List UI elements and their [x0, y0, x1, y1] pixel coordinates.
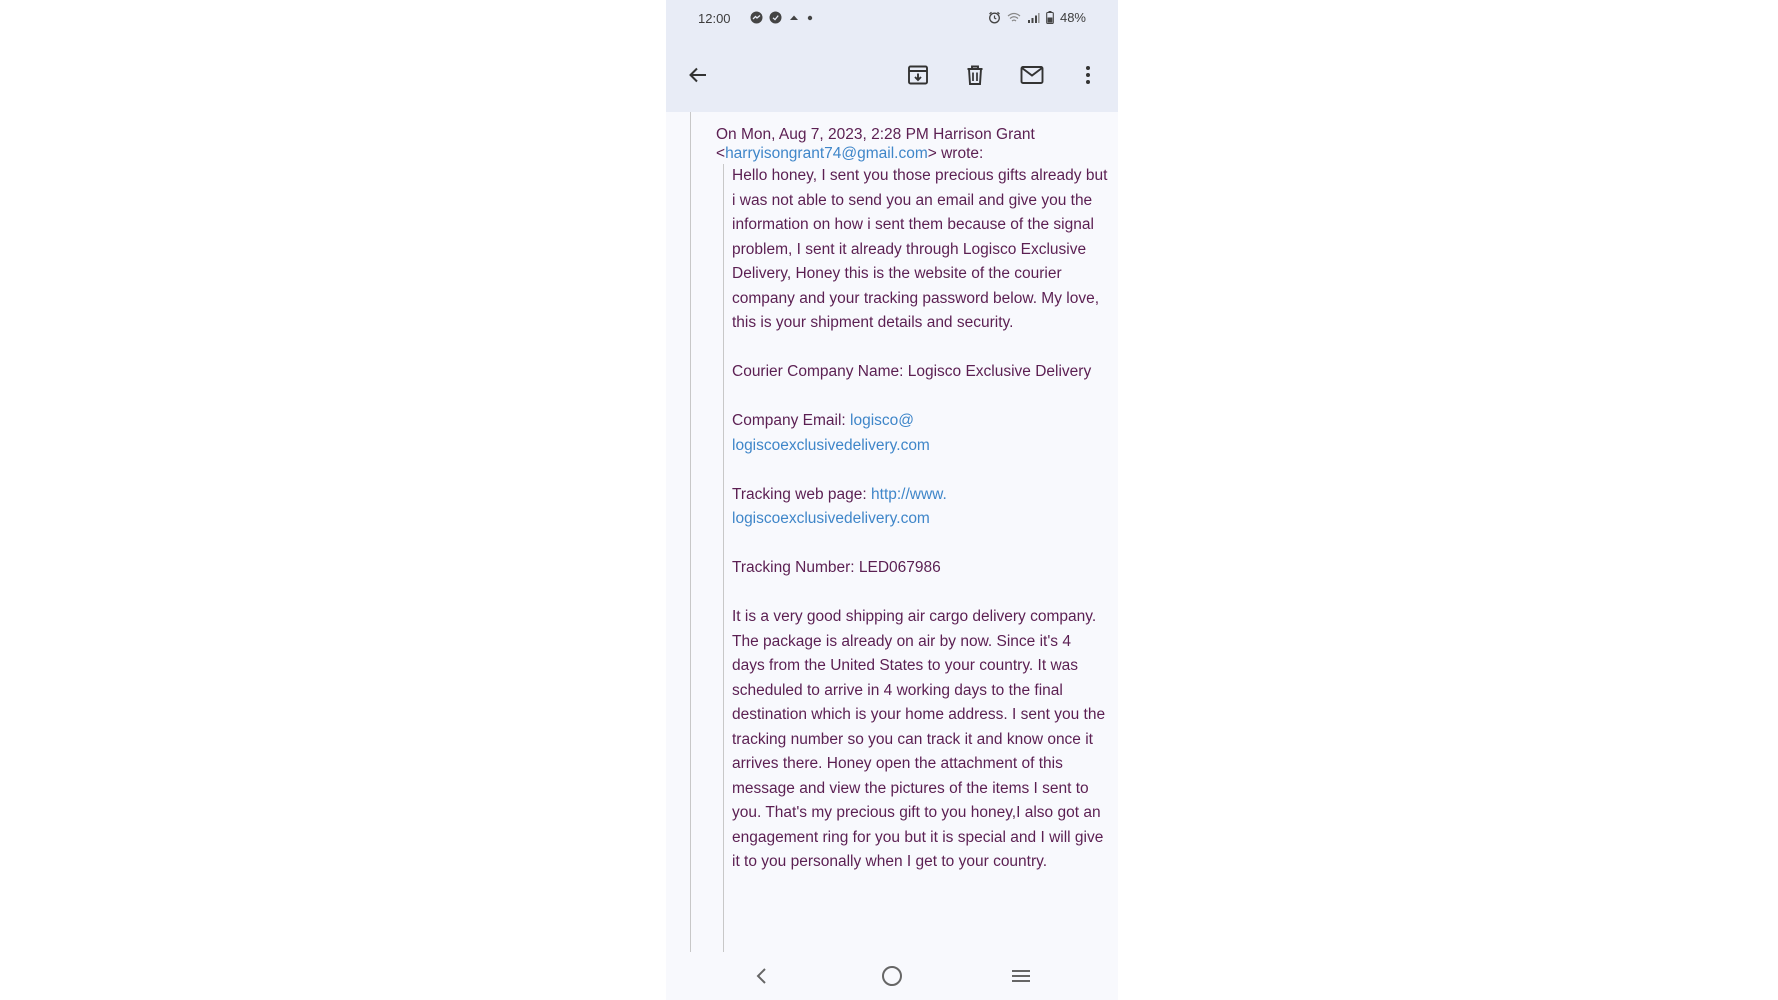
tracking-page-label: Tracking web page:	[732, 485, 872, 503]
battery-percent: 48%	[1059, 10, 1086, 25]
message-paragraph-1: Hello honey, I sent you those precious gifts already but i was not able to send you an email and give you the information on how i sent them because of the signal problem, I sent it already through Logisco Exclusive Delivery, Honey this is the website of the courier company and your tracking password below. My love, this is your shipment details and security.	[732, 167, 1108, 331]
nav-recents-icon	[1010, 967, 1032, 985]
system-nav-bar	[666, 952, 1118, 1000]
tracking-page-line	[732, 483, 1108, 532]
quote-header-suffix: > wrote:	[927, 145, 984, 162]
status-time: 12:00	[698, 11, 731, 26]
battery-icon	[1046, 11, 1054, 24]
nav-recents-button[interactable]	[1006, 962, 1036, 990]
more-vert-icon	[1085, 64, 1091, 86]
mark-unread-icon	[1020, 65, 1044, 85]
company-email-link[interactable]: logisco@ logiscoexclusivedelivery.com	[732, 412, 930, 454]
back-arrow-icon	[687, 64, 709, 86]
quote-bar-outer	[690, 112, 691, 952]
back-button[interactable]	[683, 60, 713, 90]
alarm-icon	[988, 11, 1001, 24]
signal-icon	[1027, 12, 1040, 24]
message-paragraph-2: It is a very good shipping air cargo delivery company. The package is already on air by now. Since it's 4 days from the United States to your country. It was scheduled to arrive in 4 working days to the final destination which is your home address. I sent you the tracking number so you can track it and know once it arrives there. Honey open the attachment of this message and view the pictures of the items I sent to you. That's my precious gift to you honey,I also got an engagement ring for you but it is special and I will give it to you personally when I get to your country.	[732, 608, 1106, 870]
mark-unread-button[interactable]	[1017, 60, 1047, 90]
tracking-number-line: Tracking Number: LED067986	[732, 559, 941, 576]
archive-button[interactable]	[903, 60, 933, 90]
nav-back-icon	[755, 967, 769, 985]
dot-icon	[806, 14, 814, 22]
messenger-icon	[750, 11, 763, 24]
email-toolbar	[666, 38, 1118, 112]
company-email-label: Company Email:	[732, 412, 851, 429]
tracking-page-link[interactable]: http://www. logiscoexclusivedelivery.com	[732, 485, 947, 527]
more-options-button[interactable]	[1073, 60, 1103, 90]
wifi-icon	[1007, 12, 1021, 24]
messenger-check-icon	[769, 11, 782, 24]
courier-name-line: Courier Company Name: Logisco Exclusive Delivery	[732, 363, 1092, 380]
status-right-icons	[988, 10, 1086, 25]
status-bar	[666, 0, 1118, 38]
nav-home-icon	[881, 965, 903, 987]
quote-header	[716, 125, 1106, 163]
quote-header-prefix: On Mon, Aug 7, 2023, 2:28 PM Harrison Grant <	[716, 126, 1035, 162]
company-email-line	[732, 409, 1108, 458]
delete-button[interactable]	[960, 60, 990, 90]
phone-screen	[666, 0, 1118, 1000]
quoted-message	[732, 164, 1108, 899]
archive-icon	[907, 64, 929, 86]
cloud-upload-icon	[788, 12, 800, 24]
sender-email-link[interactable]: harryisongrant74@gmail.com	[725, 145, 928, 162]
email-body	[666, 112, 1118, 952]
nav-back-button[interactable]	[747, 962, 777, 990]
delete-icon	[964, 64, 986, 86]
nav-home-button[interactable]	[877, 962, 907, 990]
quote-bar-inner	[723, 164, 724, 952]
notification-icons	[750, 11, 814, 24]
